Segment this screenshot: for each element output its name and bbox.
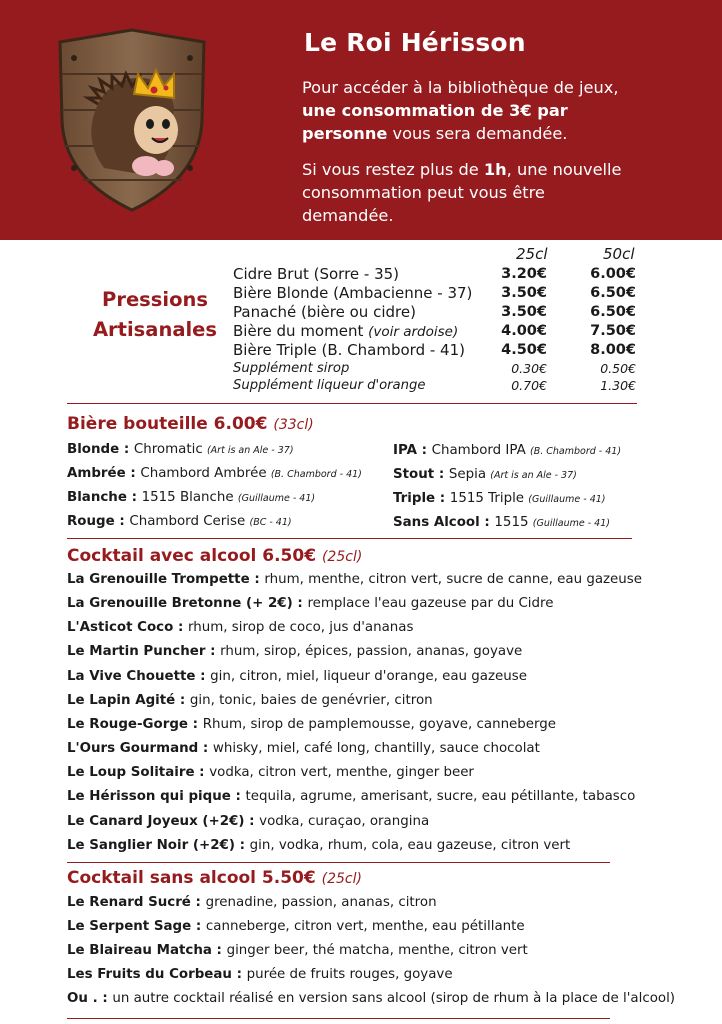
- item-name: Rouge :: [67, 514, 130, 529]
- cocktail-item: [67, 967, 453, 982]
- drink-note: (voir ardoise): [368, 324, 459, 340]
- cocktail-item: [67, 741, 540, 756]
- item-name: La Vive Chouette :: [67, 668, 211, 684]
- item-desc: whisky, miel, café long, chantilly, sauce chocolat: [212, 741, 540, 757]
- bottle-item: [393, 491, 606, 506]
- price-25cl: 3.50€: [501, 285, 547, 301]
- item-desc: ginger beer, thé matcha, menthe, citron vert: [226, 943, 528, 958]
- item-name: Les Fruits du Corbeau :: [67, 967, 247, 982]
- item-desc: rhum, sirop, épices, passion, ananas, goyave: [220, 644, 523, 660]
- bottle-item: [393, 467, 577, 482]
- bottle-item: [67, 514, 292, 529]
- cocktail-item: [67, 669, 527, 684]
- item-desc: Chambord Ambrée: [140, 466, 271, 481]
- cocktail-item: [67, 620, 413, 635]
- paragraph-text: , une nouvelle consommation peut vous être demandée.: [302, 160, 622, 225]
- item-name: Stout :: [393, 467, 449, 482]
- item-origin: (Guillaume - 41): [532, 518, 610, 529]
- item-name: Sans Alcool :: [393, 515, 495, 530]
- paragraph-text: Pour accéder à la bibliothèque de jeux,: [302, 78, 619, 97]
- item-name: Blonde :: [67, 442, 134, 457]
- divider: [67, 403, 637, 404]
- cocktail-item: [67, 693, 433, 708]
- item-name: Le Blaireau Matcha :: [67, 943, 227, 958]
- item-desc: Rhum, sirop de pamplemousse, goyave, canneberge: [202, 716, 557, 732]
- item-name: Triple :: [393, 491, 450, 506]
- item-name: Le Renard Sucré :: [67, 895, 206, 910]
- item-origin: (B. Chambord - 41): [270, 469, 362, 480]
- price-50cl: 6.00€: [590, 266, 636, 282]
- item-desc: rhum, menthe, citron vert, sucre de canne, eau gazeuse: [264, 572, 642, 587]
- item-name: IPA :: [393, 443, 432, 458]
- divider: [67, 1018, 610, 1019]
- item-origin: (BC - 41): [249, 517, 292, 528]
- cocktail-item: [67, 919, 525, 934]
- bottle-item: [393, 515, 610, 530]
- cocktail-item: [67, 717, 556, 732]
- item-desc: remplace l'eau gazeuse par du Cidre: [307, 596, 554, 612]
- item-desc: canneberge, citron vert, menthe, eau pétillante: [205, 919, 525, 934]
- item-origin: (B. Chambord - 41): [530, 446, 622, 457]
- cocktail-item: [67, 991, 675, 1006]
- drink-name: Cidre Brut (Sorre - 35): [233, 265, 400, 283]
- drink-name: Bière du moment: [233, 322, 369, 340]
- item-desc: vodka, curaçao, orangina: [259, 813, 430, 829]
- price-25cl: 3.20€: [501, 266, 547, 282]
- cocktail-item: [67, 644, 522, 659]
- cocktail-item: [67, 572, 642, 587]
- cocktail-item: [67, 789, 635, 804]
- item-desc: grenadine, passion, ananas, citron: [205, 895, 437, 910]
- pressions-row-name: [233, 322, 458, 341]
- drink-name: Panaché (bière ou cidre): [233, 303, 416, 321]
- item-desc: tequila, agrume, amerisant, sucre, eau pétillante, tabasco: [245, 789, 636, 805]
- price-50cl: 6.50€: [590, 285, 636, 301]
- item-name: La Grenouille Bretonne (+ 2€) :: [67, 596, 308, 612]
- item-desc: vodka, citron vert, menthe, ginger beer: [209, 765, 474, 781]
- emphasis-text: une consommation de 3€ par personne: [302, 101, 568, 143]
- pressions-row-name: [233, 303, 416, 322]
- divider: [67, 538, 632, 539]
- item-desc: 1515 Triple: [449, 491, 529, 506]
- item-name: Le Canard Joyeux (+2€) :: [67, 813, 260, 829]
- pressions-title: [80, 285, 230, 345]
- item-origin: (Guillaume - 41): [528, 494, 606, 505]
- cocktail-item: [67, 596, 553, 611]
- drink-name: Bière Triple (B. Chambord - 41): [233, 341, 465, 359]
- item-desc: 1515: [494, 515, 533, 530]
- price-25cl: 4.50€: [501, 342, 547, 358]
- cocktail-item: [67, 943, 528, 958]
- item-name: Le Sanglier Noir (+2€) :: [67, 837, 250, 853]
- price-50cl: 6.50€: [590, 304, 636, 320]
- item-name: Le Martin Puncher :: [67, 644, 221, 660]
- item-name: Le Loup Solitaire :: [67, 765, 210, 781]
- price-25cl: 0.70€: [511, 378, 547, 393]
- item-name: Le Rouge-Gorge :: [67, 716, 203, 732]
- section-title-cocktail-sans: Cocktail sans alcool 5.50€ (25cl): [67, 868, 362, 888]
- pressions-row-name: [233, 265, 399, 284]
- price-25cl: 0.30€: [511, 361, 547, 376]
- page-title: Le Roi Hérisson: [304, 28, 526, 57]
- hedgehog-king-shield-logo: [52, 28, 212, 213]
- item-desc: Chambord Cerise: [129, 514, 250, 529]
- pressions-title-line1: Pressions: [102, 288, 208, 311]
- item-name: L'Asticot Coco :: [67, 620, 188, 636]
- bottle-item: [67, 466, 362, 481]
- col-header-25cl: 25cl: [516, 245, 548, 263]
- price-50cl: 8.00€: [590, 342, 636, 358]
- item-desc: rhum, sirop de coco, jus d'ananas: [188, 620, 414, 636]
- item-name: Le Hérisson qui pique :: [67, 789, 246, 805]
- bottle-item: [67, 490, 315, 505]
- pressions-title-line2: Artisanales: [92, 318, 218, 341]
- pressions-row-name: [233, 341, 465, 360]
- price-50cl: 7.50€: [590, 323, 636, 339]
- item-desc: Chambord IPA: [431, 443, 530, 458]
- bottle-item: [393, 443, 621, 458]
- time-limit-paragraph: [302, 158, 632, 227]
- item-desc: gin, tonic, baies de genévrier, citron: [189, 692, 433, 708]
- item-name: Ou . :: [67, 991, 113, 1006]
- item-desc: purée de fruits rouges, goyave: [246, 967, 453, 982]
- item-desc: Chromatic: [133, 442, 207, 457]
- price-50cl: 0.50€: [600, 361, 636, 376]
- cocktail-item: [67, 765, 474, 780]
- item-origin: (Guillaume - 41): [237, 493, 316, 504]
- item-desc: Sepia: [448, 467, 491, 482]
- pressions-row-name: [233, 376, 425, 395]
- drink-name: Bière Blonde (Ambacienne - 37): [233, 284, 473, 302]
- header-banner: [0, 0, 722, 240]
- item-desc: 1515 Blanche: [141, 490, 238, 505]
- price-25cl: 3.50€: [501, 304, 547, 320]
- item-desc: un autre cocktail réalisé en version sans alcool (sirop de rhum à la place de l'alcool): [112, 991, 676, 1006]
- cocktail-item: [67, 895, 437, 910]
- item-name: La Grenouille Trompette :: [67, 572, 265, 587]
- drink-name: Supplément liqueur d'orange: [233, 378, 426, 393]
- price-25cl: 4.00€: [501, 323, 547, 339]
- drink-name: Supplément sirop: [233, 361, 350, 376]
- item-desc: gin, vodka, rhum, cola, eau gazeuse, citron vert: [249, 837, 571, 853]
- item-name: Le Lapin Agité :: [67, 692, 190, 708]
- cocktail-item: [67, 814, 429, 829]
- intro-paragraph: [302, 76, 632, 145]
- item-desc: gin, citron, miel, liqueur d'orange, eau gazeuse: [210, 668, 527, 684]
- item-name: Le Serpent Sage :: [67, 919, 206, 934]
- paragraph-text: Si vous restez plus de: [302, 160, 484, 179]
- section-title-bouteille: Bière bouteille 6.00€ (33cl): [67, 414, 314, 434]
- item-name: Ambrée :: [67, 466, 141, 481]
- divider: [67, 862, 610, 863]
- price-50cl: 1.30€: [600, 378, 636, 393]
- item-origin: (Art is an Ale - 37): [206, 445, 294, 456]
- item-origin: (Art is an Ale - 37): [490, 470, 577, 481]
- pressions-row-name: [233, 284, 472, 303]
- cocktail-item: [67, 838, 570, 853]
- bottle-item: [67, 442, 294, 457]
- emphasis-text: 1h: [483, 160, 507, 179]
- item-name: L'Ours Gourmand :: [67, 741, 213, 757]
- item-name: Blanche :: [67, 490, 142, 505]
- paragraph-text: vous sera demandée.: [387, 124, 568, 143]
- section-title-cocktail-alcool: Cocktail avec alcool 6.50€ (25cl): [67, 546, 363, 566]
- col-header-50cl: 50cl: [603, 245, 635, 263]
